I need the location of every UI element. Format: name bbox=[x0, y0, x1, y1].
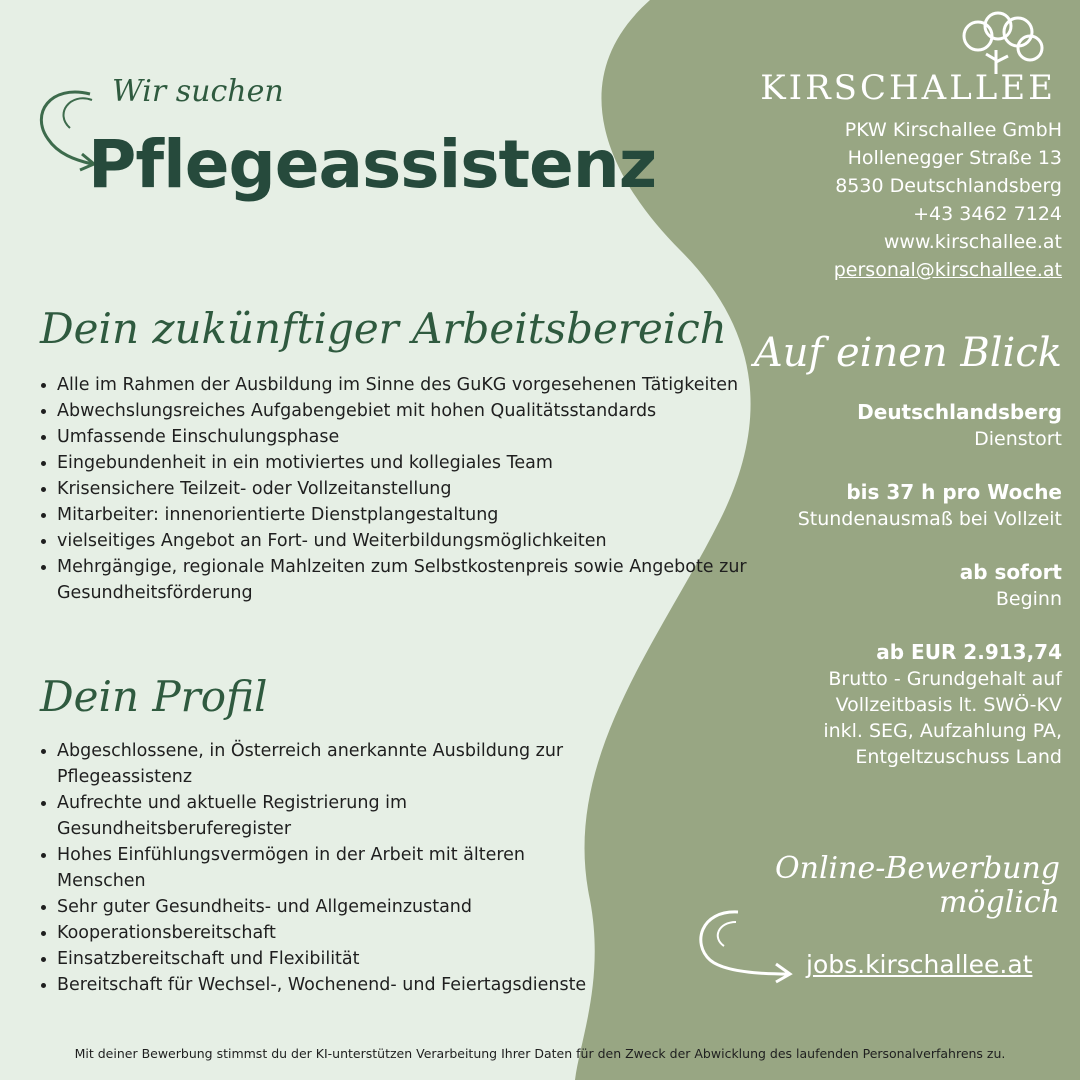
list-item: • Krisensichere Teilzeit- oder Vollzeitanstellung bbox=[57, 476, 757, 502]
curved-arrow-icon bbox=[690, 904, 800, 984]
fact-start bbox=[798, 558, 1062, 612]
page-title: Pflegeassistenz bbox=[88, 126, 657, 203]
company-street: Hollenegger Straße 13 bbox=[847, 147, 1062, 169]
list-item: • Sehr guter Gesundheits- und Allgemeinzustand bbox=[57, 894, 617, 920]
section-title-profil: Dein Profil bbox=[40, 672, 268, 721]
online-line1: Online-Bewerbung bbox=[775, 851, 1060, 886]
profil-list bbox=[37, 738, 617, 998]
fact-hours bbox=[798, 478, 1062, 532]
company-logo: KIRSCHALLEE bbox=[760, 68, 1056, 108]
fact-salary bbox=[798, 638, 1062, 770]
list-item: • Mitarbeiter: innenorientierte Dienstplangestaltung bbox=[57, 502, 757, 528]
fact-value: bis 37 h pro Woche bbox=[846, 480, 1062, 504]
list-item: • Kooperationsbereitschaft bbox=[57, 920, 617, 946]
list-item: • Bereitschaft für Wechsel-, Wochenend- und Feiertagsdienste bbox=[57, 972, 617, 998]
footer-disclaimer: Mit deiner Bewerbung stimmst du der KI-unterstützen Verarbeitung Ihrer Daten für den Zweck der Abwicklung des laufenden Personalverfahrens zu. bbox=[74, 1046, 1006, 1061]
kicker-text: Wir suchen bbox=[112, 74, 284, 109]
company-city: 8530 Deutschlandsberg bbox=[835, 175, 1062, 197]
online-application-note bbox=[775, 852, 1060, 920]
online-line2: möglich bbox=[938, 885, 1060, 920]
company-email-link[interactable]: personal@kirschallee.at bbox=[833, 259, 1062, 281]
list-item: • Abgeschlossene, in Österreich anerkannte Ausbildung zur Pflegeassistenz bbox=[57, 738, 617, 790]
list-item: • vielseitiges Angebot an Fort- und Weiterbildungsmöglichkeiten bbox=[57, 528, 757, 554]
list-item: • Hohes Einfühlungsvermögen in der Arbeit mit älteren Menschen bbox=[57, 842, 617, 894]
fact-location bbox=[798, 398, 1062, 452]
company-website[interactable]: www.kirschallee.at bbox=[883, 231, 1062, 253]
company-contact bbox=[834, 116, 1062, 284]
fact-label: Dienstort bbox=[974, 428, 1062, 450]
fact-value: ab EUR 2.913,74 bbox=[876, 640, 1062, 664]
list-item: • Eingebundenheit in ein motiviertes und kollegiales Team bbox=[57, 450, 757, 476]
tree-icon bbox=[956, 10, 1048, 76]
company-phone: +43 3462 7124 bbox=[913, 203, 1062, 225]
list-item: • Abwechslungsreiches Aufgabengebiet mit hohen Qualitätsstandards bbox=[57, 398, 757, 424]
list-item: • Mehrgängige, regionale Mahlzeiten zum Selbstkostenpreis sowie Angebote zur Gesundheitsförderung bbox=[57, 554, 757, 606]
fact-label: Beginn bbox=[995, 588, 1062, 610]
glance-facts bbox=[798, 398, 1062, 796]
fact-label: Stundenausmaß bei Vollzeit bbox=[797, 508, 1062, 530]
list-item: • Umfassende Einschulungsphase bbox=[57, 424, 757, 450]
fact-value: Deutschlandsberg bbox=[857, 400, 1062, 424]
glance-title: Auf einen Blick bbox=[753, 330, 1062, 376]
fact-value: ab sofort bbox=[959, 560, 1062, 584]
fact-label: Brutto - Grundgehalt auf Vollzeitbasis lt. SWÖ-KV inkl. SEG, Aufzahlung PA, Entgeltzuschuss Land bbox=[823, 668, 1062, 768]
jobs-link[interactable]: jobs.kirschallee.at bbox=[806, 950, 1033, 979]
company-name: PKW Kirschallee GmbH bbox=[844, 119, 1062, 141]
list-item: • Aufrechte und aktuelle Registrierung im Gesundheitsberuferegister bbox=[57, 790, 617, 842]
list-item: • Alle im Rahmen der Ausbildung im Sinne des GuKG vorgesehenen Tätigkeiten bbox=[57, 372, 757, 398]
list-item: • Einsatzbereitschaft und Flexibilität bbox=[57, 946, 617, 972]
section-title-arbeitsbereich: Dein zukünftiger Arbeitsbereich bbox=[40, 304, 727, 353]
arbeitsbereich-list bbox=[37, 372, 757, 606]
